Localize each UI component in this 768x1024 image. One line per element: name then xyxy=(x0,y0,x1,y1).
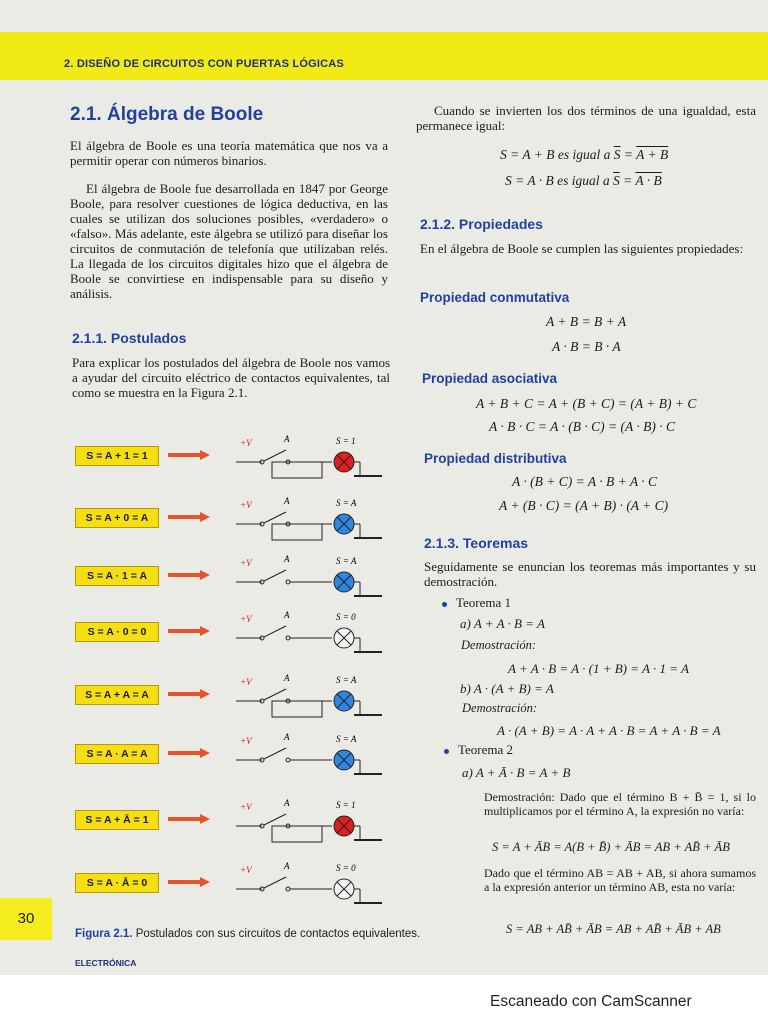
postulate-label: S = A + A = A xyxy=(75,685,159,705)
theorem-2a: a) A + Ā · B = A + B xyxy=(462,765,571,780)
postulate-label: S = A + Ā = 1 xyxy=(75,810,159,830)
contact-circuit-diagram xyxy=(232,432,382,484)
svg-text:S = 0: S = 0 xyxy=(336,863,356,873)
demo-2a-eq2: S = AB + AB̄ + ĀB = AB + AB̄ + ĀB + AB xyxy=(506,922,721,936)
demo-1a-eq: A + A · B = A · (1 + B) = A · 1 = A xyxy=(508,661,689,676)
contact-circuit-diagram xyxy=(232,730,382,782)
svg-text:A: A xyxy=(284,434,290,444)
arrow-right-icon xyxy=(168,877,210,887)
svg-text:A: A xyxy=(284,798,290,808)
section-title-2-1-2: 2.1.2. Propiedades xyxy=(420,216,543,232)
eq-distributive-2: A + (B · C) = (A + B) · (A + C) xyxy=(499,498,669,513)
arrow-right-icon xyxy=(168,626,210,636)
svg-text:+V: +V xyxy=(240,500,252,510)
demo-1b-eq: A · (A + B) = A · A + A · B = A + A · B = A xyxy=(497,723,721,738)
property-distributive-title: Propiedad distributiva xyxy=(424,451,567,466)
svg-text:A: A xyxy=(284,673,290,683)
contact-circuit-diagram xyxy=(232,671,382,723)
section-title-2-1: 2.1. Álgebra de Boole xyxy=(70,104,264,125)
demo-2a-eq1: S = A + ĀB = A(B + B̄) + ĀB = AB + AB̄ + ĀB xyxy=(492,840,730,854)
demo-label-1a: Demostración: xyxy=(461,638,536,652)
arrow-right-icon xyxy=(168,748,210,758)
section-title-2-1-1: 2.1.1. Postulados xyxy=(72,330,187,346)
equation-inverse-product: S = A · B es igual a $\overline{S} = A \cdot B$ xyxy=(505,173,662,188)
arrow-right-icon xyxy=(168,689,210,699)
page-number: 30 xyxy=(0,898,52,940)
postulate-label: S = A + 0 = A xyxy=(75,508,159,528)
chapter-header: 2. DISEÑO DE CIRCUITOS CON PUERTAS LÓGICAS xyxy=(64,58,344,70)
postulate-label: S = A · Ā = 0 xyxy=(75,873,159,893)
svg-text:A: A xyxy=(284,610,290,620)
scanner-watermark: Escaneado con CamScanner xyxy=(490,993,692,1010)
postulate-label: S = A + 1 = 1 xyxy=(75,446,159,466)
demo-2a-text2: Dado que el término AB = AB + AB, si ahora sumamos a la expresión anterior un término AB, esta no varía: xyxy=(484,866,756,894)
contact-circuit-diagram xyxy=(232,552,382,604)
svg-text:S = 1: S = 1 xyxy=(336,800,356,810)
svg-text:+V: +V xyxy=(240,865,252,875)
svg-text:+V: +V xyxy=(240,438,252,448)
contact-circuit-diagram xyxy=(232,859,382,911)
svg-text:+V: +V xyxy=(240,677,252,687)
postulate-label: S = A · 0 = 0 xyxy=(75,622,159,642)
theorem-1b: b) A · (A + B) = A xyxy=(460,681,554,696)
eq-distributive-1: A · (B + C) = A · B + A · C xyxy=(512,474,657,489)
svg-text:S = A: S = A xyxy=(336,498,357,508)
paragraph-history: El álgebra de Boole fue desarrollada en 1847 por George Boole, para resolver cuestiones de lógica deductiva, en las cuales se utilizan dos soluciones posibles, «verdadero» o «falso». Más adelante, este álgebra se utilizó para diseñar los circuitos de conmutación de telefonía que utilizaban relés. La llegada de los circuitos digitales hizo que el álgebra de Boole se convirtiese en indispensable para su diseño y análisis. xyxy=(70,181,388,301)
eq-associative-product: A · B · C = A · (B · C) = (A · B) · C xyxy=(489,419,675,434)
eq-commutative-sum: A + B = B + A xyxy=(546,314,627,329)
paragraph-intro: El álgebra de Boole es una teoría matemática que nos va a permitir operar con números binarios. xyxy=(70,138,388,168)
section-title-2-1-3: 2.1.3. Teoremas xyxy=(424,535,529,551)
contact-circuit-diagram xyxy=(232,796,382,848)
property-associative-title: Propiedad asociativa xyxy=(422,371,558,386)
property-commutative-title: Propiedad conmutativa xyxy=(420,290,570,305)
theorem-2-item: Teorema 2 xyxy=(444,742,513,758)
postulate-label: S = A · A = A xyxy=(75,744,159,764)
theorem-1-item: Teorema 1 xyxy=(442,595,511,611)
svg-text:S = A: S = A xyxy=(336,734,357,744)
eq-associative-sum: A + B + C = A + (B + C) = (A + B) + C xyxy=(476,396,697,411)
paragraph-postulados: Para explicar los postulados del álgebra de Boole nos vamos a ayudar del circuito eléctrico de contactos equivalentes, tal como se muestra en la Figura 2.1. xyxy=(72,355,390,400)
svg-text:S = 0: S = 0 xyxy=(336,612,356,622)
svg-text:S = A: S = A xyxy=(336,556,357,566)
svg-text:A: A xyxy=(284,732,290,742)
svg-text:A: A xyxy=(284,554,290,564)
equation-inverse-sum: S = A + B es igual a $\overline{S} = A + B$ xyxy=(500,147,669,162)
bullet-icon xyxy=(442,602,447,607)
arrow-right-icon xyxy=(168,570,210,580)
svg-text:+V: +V xyxy=(240,614,252,624)
svg-text:+V: +V xyxy=(240,558,252,568)
bullet-icon xyxy=(444,749,449,754)
arrow-right-icon xyxy=(168,512,210,522)
theorem-1a: a) A + A · B = A xyxy=(460,616,545,631)
svg-text:A: A xyxy=(284,496,290,506)
paragraph-teoremas: Seguidamente se enuncian los teoremas más importantes y su demostración. xyxy=(424,559,756,589)
paragraph-invert: Cuando se invierten los dos términos de una igualdad, esta permanece igual: xyxy=(416,103,756,133)
demo-label-1b: Demostración: xyxy=(462,701,537,715)
contact-circuit-diagram xyxy=(232,608,382,660)
contact-circuit-diagram xyxy=(232,494,382,546)
demo-2a-text: Demostración: Dado que el término B + B̄ = 1, si lo multiplicamos por el término A, la expresión no varía: xyxy=(484,790,756,818)
arrow-right-icon xyxy=(168,450,210,460)
header-band xyxy=(0,32,768,80)
svg-text:S = 1: S = 1 xyxy=(336,436,356,446)
arrow-right-icon xyxy=(168,814,210,824)
paragraph-propiedades: En el álgebra de Boole se cumplen las siguientes propiedades: xyxy=(420,241,744,256)
svg-text:+V: +V xyxy=(240,802,252,812)
svg-text:+V: +V xyxy=(240,736,252,746)
eq-commutative-product: A · B = B · A xyxy=(552,339,621,354)
postulate-label: S = A · 1 = A xyxy=(75,566,159,586)
figure-caption: Figura 2.1. Postulados con sus circuitos de contactos equivalentes. xyxy=(75,928,421,940)
svg-text:A: A xyxy=(284,861,290,871)
svg-text:S = A: S = A xyxy=(336,675,357,685)
book-footer: ELECTRÓNICA xyxy=(75,958,137,968)
